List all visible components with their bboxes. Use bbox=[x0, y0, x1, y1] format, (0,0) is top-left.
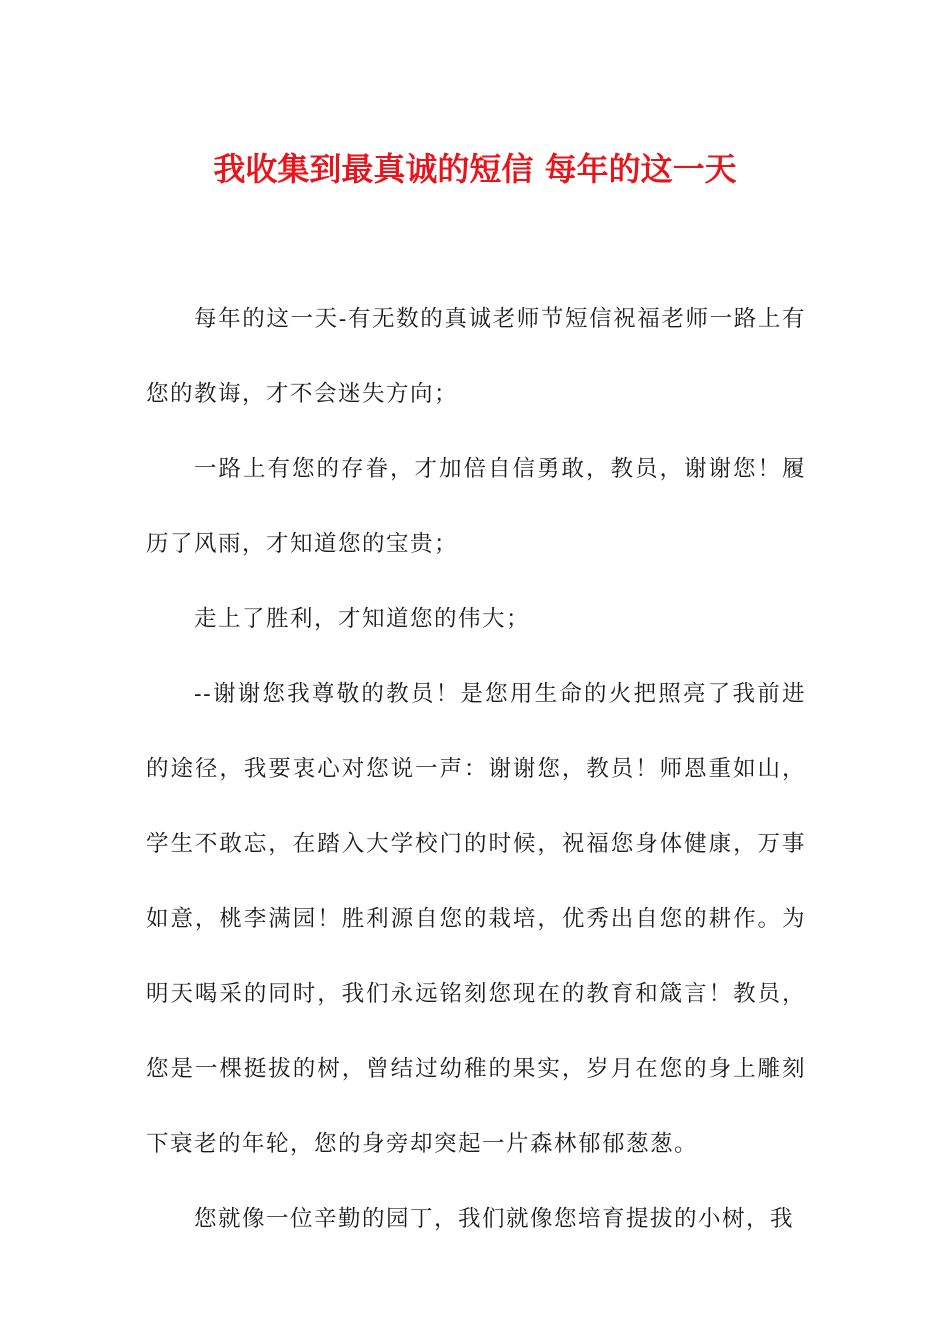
document-body bbox=[146, 282, 806, 1257]
paragraph-5: 您就像一位辛勤的园丁，我们就像您培育提拔的小树，我 bbox=[194, 1206, 795, 1232]
paragraph-4: --谢谢您我尊敬的教员！是您用生命的火把照亮了我前进的途径，我要衷心对您说一声：谢谢您，教员！师恩重如山，学生不敢忘，在踏入大学校门的时候，祝福您身体健康，万事如意，桃李满园！胜利源自您的栽培，优秀出自您的耕作。为明天喝采的同时，我们永远铭刻您现在的教育和箴言！教员，您是一棵挺拔的树，曾结过幼稚的果实，岁月在您的身上雕刻下衰老的年轮，您的身旁却突起一片森林郁郁葱葱。 bbox=[146, 681, 806, 1157]
document-title: 我收集到最真诚的短信 每年的这一天 bbox=[213, 150, 737, 188]
paragraph-3: 走上了胜利，才知道您的伟大； bbox=[194, 606, 531, 632]
paragraph-2: 一路上有您的存眷，才加倍自信勇敢，教员，谢谢您！履历了风雨，才知道您的宝贵； bbox=[146, 456, 806, 557]
paragraph-1: 每年的这一天-有无数的真诚老师节短信祝福老师一路上有您的教诲，才不会迷失方向； bbox=[146, 306, 806, 407]
